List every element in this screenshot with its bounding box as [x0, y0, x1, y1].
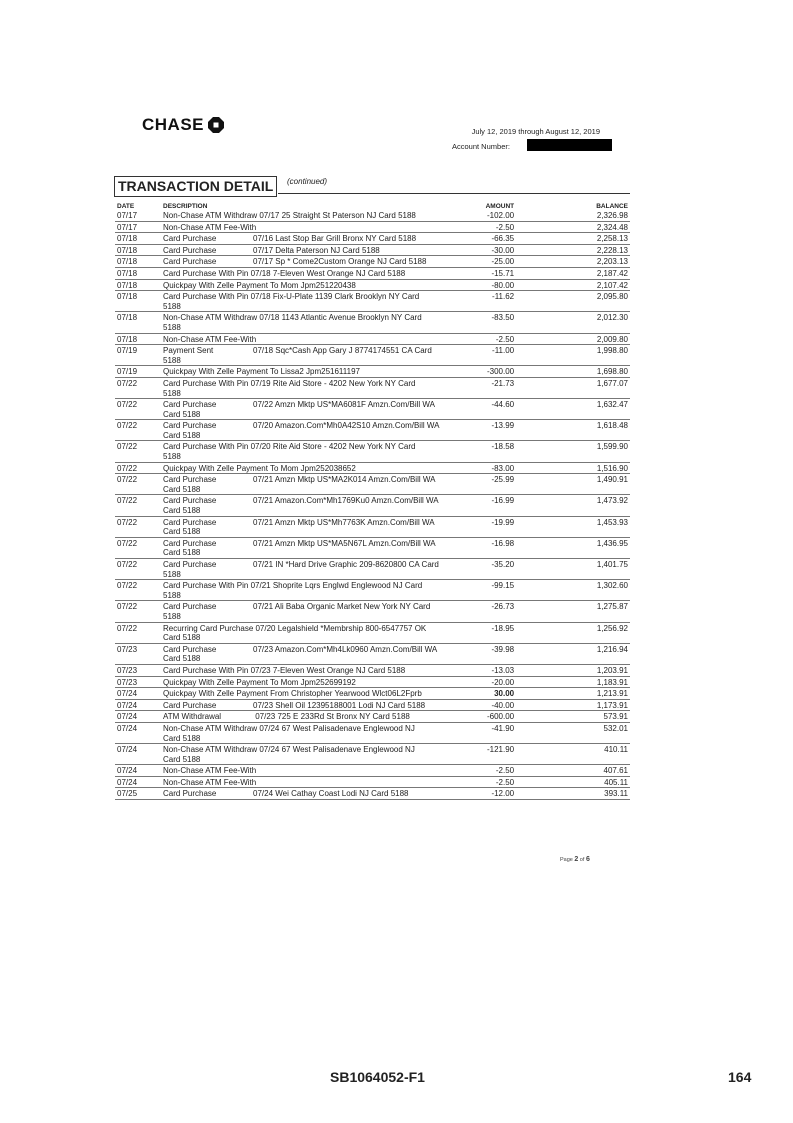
transaction-description-cell [161, 601, 442, 622]
transaction-description: Non-Chase ATM Fee-With [163, 766, 257, 776]
page-prefix: Page [560, 857, 575, 863]
transaction-balance: 1,203.91 [594, 664, 630, 676]
transaction-amount: -18.58 [442, 441, 594, 462]
bates-number: 164 [728, 1069, 752, 1085]
transaction-description-cell [161, 516, 442, 537]
transaction-type: Card Purchase [163, 234, 217, 244]
transaction-detail: 07/21 Amzn Mktp US*MA5N67L Amzn.Com/Bill WA [253, 538, 436, 548]
table-row [115, 333, 630, 345]
transaction-description: Non-Chase ATM Withdraw 07/18 1143 Atlantic Avenue Brooklyn NY Card [163, 313, 422, 323]
transaction-detail: 07/21 Ali Baba Organic Market New York NY Card [253, 602, 431, 612]
transaction-balance: 405.11 [594, 776, 630, 788]
transaction-balance: 410.11 [594, 744, 630, 765]
transaction-description-cont: 5188 [163, 355, 181, 365]
chase-octagon-icon [208, 117, 224, 133]
transaction-type: Card Purchase [163, 560, 217, 569]
table-row [115, 711, 630, 723]
transaction-description-cell [161, 765, 442, 777]
chase-logo [142, 115, 224, 135]
transaction-description-cell [161, 267, 442, 279]
transaction-description-cell [161, 474, 442, 495]
transaction-date: 07/18 [115, 256, 161, 268]
transaction-description-cont: 5188 [163, 301, 181, 311]
transaction-amount: -11.62 [442, 291, 594, 312]
transaction-description: Quickpay With Zelle Payment To Lissa2 Jpm251611197 [163, 367, 360, 377]
transaction-detail: 07/17 Delta Paterson NJ Card 5188 [253, 245, 380, 255]
transaction-amount: -12.00 [442, 788, 594, 800]
transaction-amount: -2.50 [442, 765, 594, 777]
transaction-balance: 1,302.60 [594, 580, 630, 601]
transaction-balance: 1,516.90 [594, 462, 630, 474]
transaction-amount: 30.00 [442, 688, 594, 700]
transaction-date: 07/24 [115, 765, 161, 777]
table-row [115, 516, 630, 537]
document-id: SB1064052-F1 [330, 1069, 425, 1085]
transaction-date: 07/23 [115, 664, 161, 676]
transaction-balance: 1,453.93 [594, 516, 630, 537]
transaction-balance: 2,228.13 [594, 244, 630, 256]
transaction-description-cont: Card 5188 [163, 409, 201, 419]
transaction-date: 07/17 [115, 221, 161, 233]
transaction-amount: -83.00 [442, 462, 594, 474]
transaction-date: 07/22 [115, 580, 161, 601]
transaction-description-cell [161, 776, 442, 788]
transaction-type: Card Purchase [163, 517, 217, 527]
statement-period: July 12, 2019 through August 12, 2019 [471, 127, 600, 136]
transaction-description-cell [161, 788, 442, 800]
transaction-detail: 07/22 Amzn Mktp US*MA6081F Amzn.Com/Bill WA [253, 400, 435, 410]
table-row [115, 377, 630, 398]
transaction-date: 07/17 [115, 210, 161, 221]
transaction-balance: 1,677.07 [594, 377, 630, 398]
transaction-description: Non-Chase ATM Withdraw 07/17 25 Straight St Paterson NJ Card 5188 [163, 211, 416, 220]
transaction-date: 07/18 [115, 244, 161, 256]
transaction-date: 07/18 [115, 312, 161, 333]
account-number-label: Account Number: [452, 142, 510, 151]
transaction-balance: 2,326.98 [594, 210, 630, 221]
transaction-balance: 2,012.30 [594, 312, 630, 333]
transaction-amount: -21.73 [442, 377, 594, 398]
table-row [115, 495, 630, 516]
transaction-date: 07/24 [115, 699, 161, 711]
transaction-description-cont: Card 5188 [163, 506, 201, 516]
table-row [115, 420, 630, 441]
transaction-description-cell [161, 559, 442, 580]
transaction-description-cell [161, 291, 442, 312]
transaction-description-cont: Card 5188 [163, 754, 201, 764]
transaction-type: Card Purchase [163, 257, 217, 267]
transaction-amount: -80.00 [442, 279, 594, 291]
transaction-date: 07/22 [115, 441, 161, 462]
transaction-description-cell [161, 711, 442, 723]
transaction-balance: 2,009.80 [594, 333, 630, 345]
transaction-description-cont: Card 5188 [163, 484, 201, 494]
transaction-detail: 07/21 Amzn Mktp US*Mh7763K Amzn.Com/Bill WA [253, 517, 435, 527]
transaction-amount: -102.00 [442, 210, 594, 221]
transaction-date: 07/24 [115, 711, 161, 723]
transaction-description-cont: 5188 [163, 569, 181, 579]
column-date: DATE [117, 202, 135, 210]
transaction-amount: -11.00 [442, 345, 594, 366]
transaction-date: 07/19 [115, 366, 161, 378]
transaction-amount: -121.90 [442, 744, 594, 765]
transaction-amount: -13.03 [442, 664, 594, 676]
table-row [115, 210, 630, 221]
table-row [115, 291, 630, 312]
transaction-description-cell [161, 495, 442, 516]
transaction-detail: 07/18 Sqc*Cash App Gary J 8774174551 CA Card [253, 346, 432, 356]
transaction-amount: -18.95 [442, 622, 594, 643]
transaction-description-cell [161, 345, 442, 366]
transaction-description-cell [161, 580, 442, 601]
transaction-description-cont: 5188 [163, 611, 181, 621]
transaction-type: Card Purchase [163, 421, 217, 431]
transaction-detail: 07/24 Wei Cathay Coast Lodi NJ Card 5188 [253, 789, 409, 799]
transaction-type: Payment Sent [163, 346, 214, 356]
transaction-description-cell [161, 462, 442, 474]
transaction-date: 07/18 [115, 333, 161, 345]
transaction-amount: -35.20 [442, 559, 594, 580]
transaction-balance: 2,107.42 [594, 279, 630, 291]
transaction-date: 07/22 [115, 399, 161, 420]
transaction-date: 07/22 [115, 377, 161, 398]
transaction-type: ATM Withdrawal [163, 712, 222, 722]
transaction-description-cell [161, 233, 442, 245]
transaction-description: Non-Chase ATM Fee-With [163, 334, 257, 344]
transaction-description-cell [161, 399, 442, 420]
transaction-date: 07/22 [115, 622, 161, 643]
transaction-date: 07/22 [115, 462, 161, 474]
transaction-amount: -83.50 [442, 312, 594, 333]
transaction-description-cell [161, 537, 442, 558]
transaction-amount: -30.00 [442, 244, 594, 256]
transaction-detail: 07/21 Amzn Mktp US*MA2K014 Amzn.Com/Bill WA [253, 475, 436, 485]
transaction-amount: -66.35 [442, 233, 594, 245]
table-row [115, 643, 630, 664]
transaction-description: Card Purchase With Pin 07/18 7-Eleven West Orange NJ Card 5188 [163, 268, 406, 278]
transaction-balance: 2,324.48 [594, 221, 630, 233]
account-number-redaction [527, 139, 612, 151]
transaction-description-cell [161, 420, 442, 441]
transaction-description-cont: 5188 [163, 322, 181, 332]
transaction-balance: 1,599.90 [594, 441, 630, 462]
transaction-description-cell [161, 377, 442, 398]
column-description: DESCRIPTION [163, 202, 208, 210]
transaction-description-cell [161, 279, 442, 291]
transaction-description-cell [161, 333, 442, 345]
transaction-balance: 2,203.13 [594, 256, 630, 268]
page-number [560, 856, 590, 863]
transaction-description: Quickpay With Zelle Payment To Mom Jpm252699192 [163, 677, 356, 687]
transaction-balance: 1,632.47 [594, 399, 630, 420]
transaction-type: Card Purchase [163, 789, 217, 799]
transaction-description: Card Purchase With Pin 07/18 Fix-U-Plate 1139 Clark Brooklyn NY Card [163, 292, 420, 302]
transaction-description: Card Purchase With Pin 07/21 Shoprite Lqrs Englwd Englewood NJ Card [163, 581, 423, 591]
transaction-date: 07/22 [115, 420, 161, 441]
transaction-description: Quickpay With Zelle Payment From Christopher Yearwood Wlct06L2Fprb [163, 689, 422, 699]
transaction-description-cell [161, 688, 442, 700]
column-amount: AMOUNT [485, 202, 515, 210]
transaction-balance: 573.91 [594, 711, 630, 723]
transaction-balance: 1,698.80 [594, 366, 630, 378]
table-row [115, 699, 630, 711]
transaction-amount: -40.00 [442, 699, 594, 711]
table-row [115, 765, 630, 777]
transaction-description-cell [161, 643, 442, 664]
transaction-description-cell [161, 244, 442, 256]
column-balance: BALANCE [596, 202, 628, 210]
transaction-date: 07/22 [115, 495, 161, 516]
transaction-description-cell [161, 664, 442, 676]
table-row [115, 244, 630, 256]
transaction-detail: 07/23 Amazon.Com*Mh4Lk0960 Amzn.Com/Bill WA [253, 644, 438, 654]
transaction-balance: 1,275.87 [594, 601, 630, 622]
table-row [115, 601, 630, 622]
transaction-amount: -99.15 [442, 580, 594, 601]
table-row [115, 256, 630, 268]
transaction-balance: 2,095.80 [594, 291, 630, 312]
table-row [115, 462, 630, 474]
transaction-amount: -13.99 [442, 420, 594, 441]
transaction-description-cell [161, 366, 442, 378]
transaction-amount: -26.73 [442, 601, 594, 622]
transaction-date: 07/23 [115, 643, 161, 664]
table-row [115, 622, 630, 643]
table-row [115, 345, 630, 366]
table-row [115, 399, 630, 420]
transaction-detail: 07/20 Amazon.Com*Mh0A42S10 Amzn.Com/Bill WA [253, 421, 440, 431]
table-row [115, 474, 630, 495]
transaction-detail: 07/16 Last Stop Bar Grill Bronx NY Card 5188 [253, 234, 417, 244]
transaction-description-cell [161, 221, 442, 233]
transaction-balance: 1,998.80 [594, 345, 630, 366]
table-row [115, 267, 630, 279]
transaction-date: 07/22 [115, 601, 161, 622]
table-row [115, 776, 630, 788]
transaction-description-cell [161, 210, 442, 221]
table-row [115, 221, 630, 233]
transaction-description: Quickpay With Zelle Payment To Mom Jpm251220438 [163, 280, 356, 290]
continued-note: (continued) [287, 177, 328, 186]
page-total: 6 [585, 856, 590, 863]
transaction-amount: -41.90 [442, 722, 594, 743]
page-of: of [578, 857, 586, 863]
transaction-type: Card Purchase [163, 496, 217, 506]
transaction-date: 07/19 [115, 345, 161, 366]
transaction-type: Card Purchase [163, 400, 217, 410]
transaction-description-cell [161, 699, 442, 711]
transaction-amount: -19.99 [442, 516, 594, 537]
transaction-description-cell [161, 722, 442, 743]
transaction-amount: -300.00 [442, 366, 594, 378]
transaction-date: 07/18 [115, 291, 161, 312]
transaction-description-cell [161, 622, 442, 643]
transaction-detail: 07/23 725 E 233Rd St Bronx NY Card 5188 [253, 712, 410, 722]
transaction-description-cont: Card 5188 [163, 527, 201, 537]
transaction-description-cont: Card 5188 [163, 430, 201, 440]
table-row [115, 559, 630, 580]
transaction-balance: 1,173.91 [594, 699, 630, 711]
transaction-amount: -600.00 [442, 711, 594, 723]
transaction-balance: 1,256.92 [594, 622, 630, 643]
transaction-description: Non-Chase ATM Withdraw 07/24 67 West Palisadenave Englewood NJ [163, 723, 415, 733]
transaction-type: Card Purchase [163, 475, 217, 485]
transaction-detail: 07/21 Amazon.Com*Mh1769Ku0 Amzn.Com/Bill WA [253, 496, 439, 506]
transaction-description: Card Purchase With Pin 07/19 Rite Aid Store - 4202 New York NY Card [163, 378, 416, 388]
transaction-amount: -25.00 [442, 256, 594, 268]
transaction-description-cell [161, 256, 442, 268]
transaction-balance: 1,213.91 [594, 688, 630, 700]
transaction-amount: -44.60 [442, 399, 594, 420]
transaction-balance: 1,618.48 [594, 420, 630, 441]
transaction-type: Card Purchase [163, 700, 217, 710]
transaction-type: Card Purchase [163, 644, 217, 654]
transaction-amount: -15.71 [442, 267, 594, 279]
transaction-amount: -16.98 [442, 537, 594, 558]
table-row [115, 233, 630, 245]
transaction-amount: -2.50 [442, 776, 594, 788]
transaction-detail: 07/21 IN *Hard Drive Graphic 209-8620800 CA Card [253, 560, 439, 569]
transaction-balance: 1,436.95 [594, 537, 630, 558]
transaction-description-cont: Card 5188 [163, 733, 201, 743]
transaction-balance: 1,401.75 [594, 559, 630, 580]
transaction-description: Card Purchase With Pin 07/23 7-Eleven West Orange NJ Card 5188 [163, 665, 406, 675]
transaction-amount: -25.99 [442, 474, 594, 495]
transaction-balance: 1,216.94 [594, 643, 630, 664]
transaction-date: 07/25 [115, 788, 161, 800]
transaction-date: 07/23 [115, 676, 161, 688]
transaction-amount: -2.50 [442, 333, 594, 345]
transaction-type: Card Purchase [163, 245, 217, 255]
transaction-detail: 07/23 Shell Oil 12395188001 Lodi NJ Card 5188 [253, 700, 426, 710]
transaction-date: 07/24 [115, 722, 161, 743]
transaction-type: Card Purchase [163, 538, 217, 548]
transaction-date: 07/22 [115, 474, 161, 495]
transaction-description-cont: 5188 [163, 452, 181, 462]
transaction-description: Card Purchase With Pin 07/20 Rite Aid Store - 4202 New York NY Card [163, 442, 416, 452]
transaction-description-cont: Card 5188 [163, 548, 201, 558]
transaction-date: 07/24 [115, 776, 161, 788]
transaction-amount: -2.50 [442, 221, 594, 233]
transaction-table [115, 200, 630, 800]
table-row [115, 312, 630, 333]
transaction-balance: 407.61 [594, 765, 630, 777]
transaction-description-cont: 5188 [163, 590, 181, 600]
transaction-balance: 1,490.91 [594, 474, 630, 495]
transaction-description-cell [161, 441, 442, 462]
transaction-date: 07/22 [115, 559, 161, 580]
transaction-detail: 07/17 Sp * Come2Custom Orange NJ Card 5188 [253, 257, 427, 267]
table-header [115, 200, 630, 210]
table-row [115, 580, 630, 601]
transaction-date: 07/24 [115, 744, 161, 765]
transaction-description: Recurring Card Purchase 07/20 Legalshield *Membrship 800-6547757 OK [163, 623, 427, 633]
transaction-date: 07/22 [115, 516, 161, 537]
transaction-date: 07/18 [115, 233, 161, 245]
transaction-amount: -16.99 [442, 495, 594, 516]
transaction-balance: 393.11 [594, 788, 630, 800]
table-row [115, 366, 630, 378]
transaction-balance: 1,473.92 [594, 495, 630, 516]
table-row [115, 664, 630, 676]
transaction-amount: -20.00 [442, 676, 594, 688]
transaction-description: Non-Chase ATM Withdraw 07/24 67 West Palisadenave Englewood NJ [163, 745, 415, 755]
transaction-description: Non-Chase ATM Fee-With [163, 222, 257, 232]
transaction-balance: 2,187.42 [594, 267, 630, 279]
table-row [115, 744, 630, 765]
transaction-description-cont: Card 5188 [163, 633, 201, 643]
transaction-date: 07/24 [115, 688, 161, 700]
table-row [115, 688, 630, 700]
title-divider [278, 193, 630, 194]
page-current: 2 [574, 856, 579, 863]
transaction-type: Card Purchase [163, 602, 217, 612]
transaction-description-cell [161, 676, 442, 688]
transaction-balance: 1,183.91 [594, 676, 630, 688]
transaction-balance: 532.01 [594, 722, 630, 743]
table-row [115, 722, 630, 743]
transaction-date: 07/18 [115, 267, 161, 279]
transaction-date: 07/18 [115, 279, 161, 291]
transaction-description-cell [161, 312, 442, 333]
section-title: TRANSACTION DETAIL [114, 176, 277, 197]
transaction-description-cont: Card 5188 [163, 654, 201, 664]
table-row [115, 676, 630, 688]
transaction-date: 07/22 [115, 537, 161, 558]
transaction-description-cell [161, 744, 442, 765]
table-row [115, 537, 630, 558]
table-row [115, 279, 630, 291]
transaction-description: Non-Chase ATM Fee-With [163, 777, 257, 787]
table-row [115, 441, 630, 462]
transaction-description: Quickpay With Zelle Payment To Mom Jpm252038652 [163, 463, 356, 473]
transaction-description-cont: 5188 [163, 388, 181, 398]
logo-text: CHASE [142, 115, 205, 134]
table-row [115, 788, 630, 800]
transaction-amount: -39.98 [442, 643, 594, 664]
transaction-balance: 2,258.13 [594, 233, 630, 245]
